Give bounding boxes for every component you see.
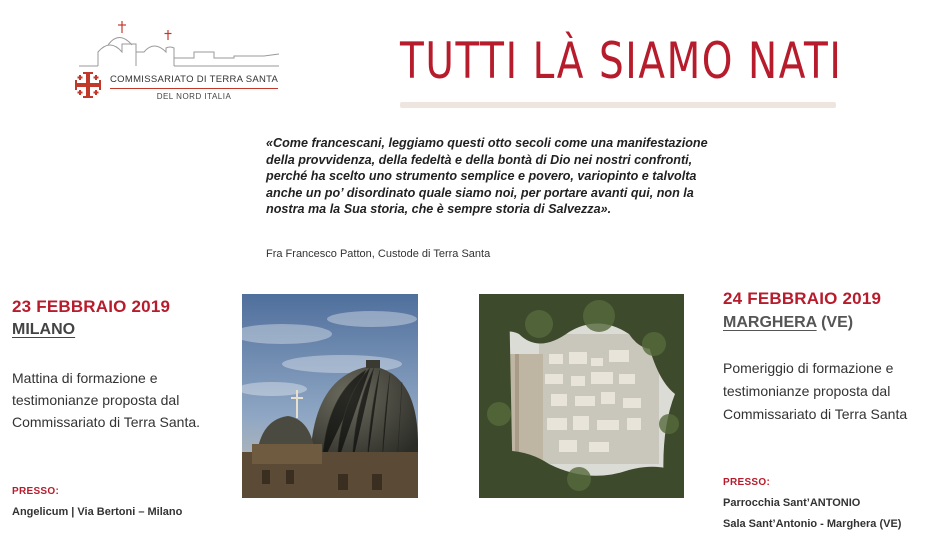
event-marghera-place-hall: Sala Sant’Antonio - Marghera (VE)	[723, 518, 902, 530]
event-marghera-place-parish: Parrocchia Sant’ANTONIO	[723, 497, 861, 509]
event-milano-city: MILANO	[12, 321, 76, 338]
quote-author: Fra Francesco Patton, Custode di Terra Santa	[266, 248, 491, 260]
event-marghera-province: (VE)	[816, 314, 854, 331]
event-marghera-city	[723, 314, 853, 332]
event-milano-presso-label: PRESSO:	[12, 486, 60, 497]
logo-divider	[110, 88, 278, 89]
event-milano-place: Angelicum | Via Bertoni – Milano	[12, 506, 183, 518]
event-marghera-presso-label: PRESSO:	[723, 477, 771, 488]
logo-name: COMMISSARIATO DI TERRA SANTA	[110, 74, 279, 85]
quote-text: «Come francescani, leggiamo questi otto secoli come una manifestazione della provvidenza, della fedeltà e della bontà di Dio nei nostri confronti, perché ha scelto uno strumento semplice e povero, variopinto e talvolta anche un po’ disordinato quale siamo noi, per portare avanti qui, non la nostra ma la Sua storia, che è sempre storia di Salvezza».	[266, 136, 708, 217]
event-marghera-city-name: MARGHERA	[723, 314, 817, 331]
event-marghera-description: Pomeriggio di formazione e testimonianze proposta dal Commissariato di Terra Santa	[723, 360, 908, 422]
event-marghera-date: 24 FEBBRAIO 2019	[723, 289, 882, 308]
event-milano-date: 23 FEBBRAIO 2019	[12, 297, 171, 316]
city-view-through-trees-photo	[479, 294, 684, 498]
title-underline	[400, 102, 836, 108]
page-title: TUTTI LÀ SIAMO NATI	[400, 32, 843, 90]
holy-sepulchre-domes-photo	[242, 294, 418, 498]
event-milano-description: Mattina di formazione e testimonianze proposta dal Commissariato di Terra Santa.	[12, 370, 201, 430]
commissariato-logo	[74, 18, 284, 108]
logo-subtitle: DEL NORD ITALIA	[156, 92, 232, 101]
